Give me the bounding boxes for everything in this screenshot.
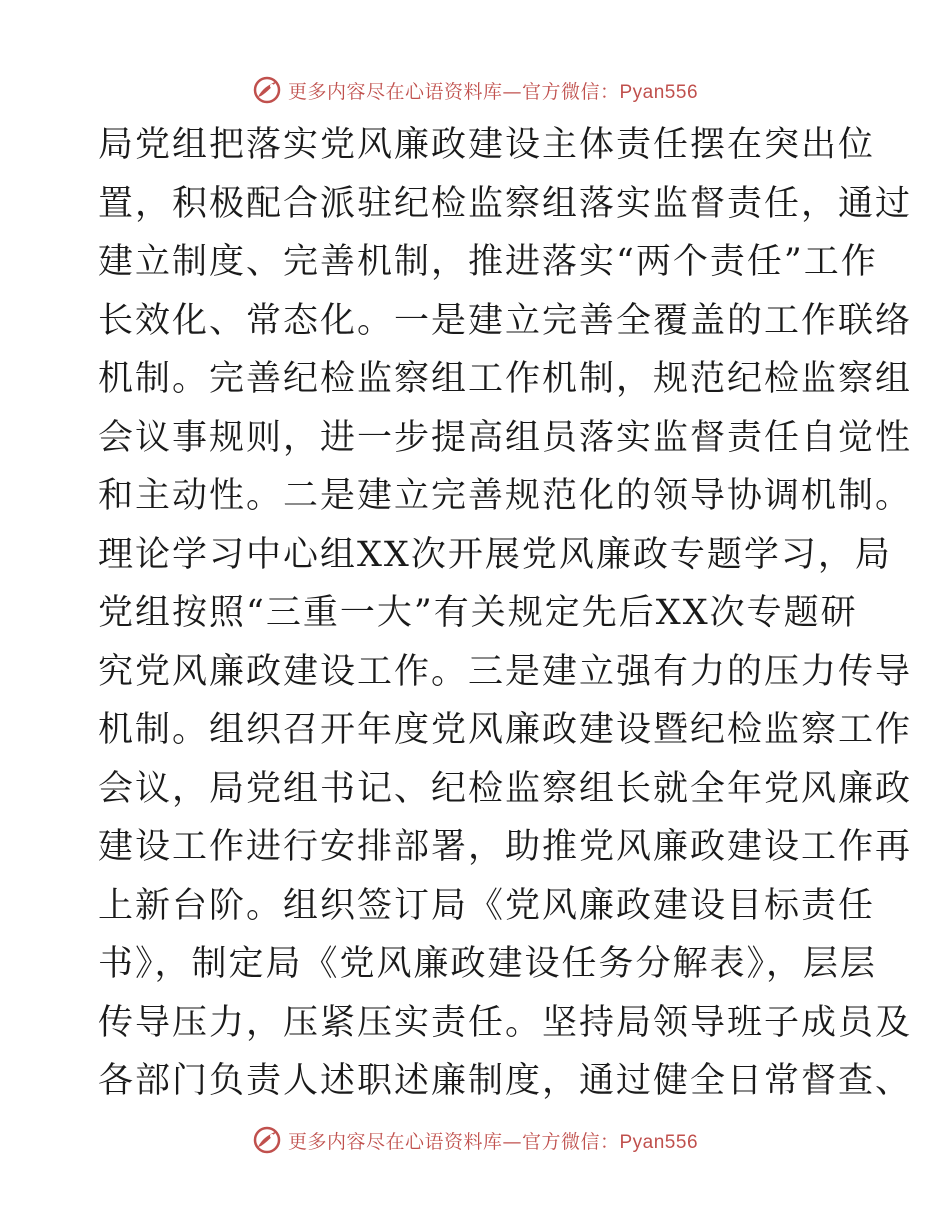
text-line: 上新台阶。组织签订局《党风廉政建设目标责任 — [98, 885, 876, 926]
text-line: 各部门负责人述职述廉制度，通过健全日常督查、 — [98, 1061, 913, 1101]
pen-logo-icon — [252, 75, 282, 105]
text-line: 书》，制定局《党风廉政建设任务分解表》，层层 — [98, 944, 878, 984]
footer-wechat-id: Pyan556 — [619, 1131, 699, 1153]
text-line: 理论学习中心组XX次开展党风廉政专题学习，局 — [98, 534, 892, 575]
text-line: 长效化、常态化。一是建立完善全覆盖的工作联络 — [98, 300, 913, 341]
text-line: 究党风廉政建设工作。三是建立强有力的压力传导 — [98, 651, 913, 692]
header-wechat-id: Pyan556 — [619, 81, 699, 103]
header-banner-text: 更多内容尽在心语资料库—官方微信：Pyan556 — [287, 80, 699, 103]
text-line: 传导压力，压紧压实责任。坚持局领导班子成员及 — [98, 1002, 913, 1043]
text-line: 置，积极配合派驻纪检监察组落实监督责任，通过 — [98, 183, 913, 224]
text-line: 会议，局党组书记、纪检监察组长就全年党风廉政 — [98, 768, 913, 809]
text-line: 党组按照“三重一大”有关规定先后XX次专题研 — [98, 593, 858, 633]
text-line: 建设工作进行安排部署，助推党风廉政建设工作再 — [98, 827, 913, 867]
text-line: 机制。组织召开年度党风廉政建设暨纪检监察工作 — [98, 710, 913, 750]
footer-watermark — [0, 1120, 950, 1160]
text-line: 建立制度、完善机制，推进落实“两个责任”工作 — [98, 242, 878, 282]
text-line: 局党组把落实党风廉政建设主体责任摆在突出位 — [98, 125, 876, 165]
document-body — [98, 116, 913, 1111]
footer-banner-text: 更多内容尽在心语资料库—官方微信：Pyan556 — [287, 1130, 699, 1153]
text-line: 会议事规则，进一步提高组员落实监督责任自觉性 — [98, 417, 913, 458]
pen-logo-icon — [252, 1125, 282, 1155]
text-line: 机制。完善纪检监察组工作机制，规范纪检监察组 — [98, 359, 913, 399]
text-line: 和主动性。二是建立完善规范化的领导协调机制。 — [98, 476, 913, 516]
header-watermark — [0, 70, 950, 110]
